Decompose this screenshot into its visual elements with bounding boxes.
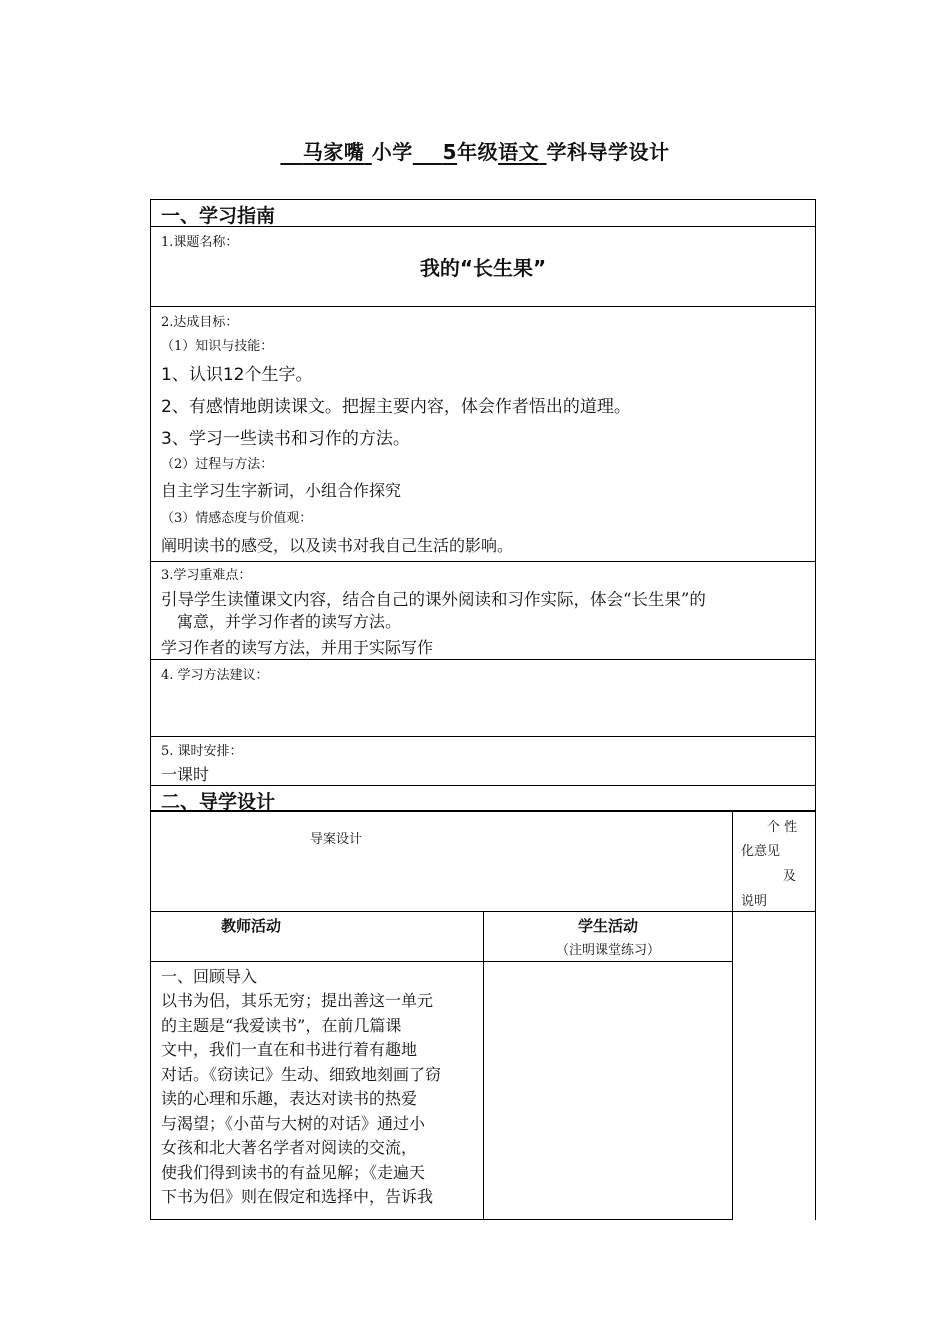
student-activity-header [483, 911, 733, 962]
design-header-cell [150, 810, 733, 912]
subject: 语文 [498, 140, 540, 164]
knowledge-label: （1）知识与技能： [161, 339, 274, 354]
teacher-line: 对话。《窃读记》生动、细致地刻画了窃 [161, 1065, 442, 1084]
teacher-activity-header [150, 911, 484, 962]
design-label: 导案设计 [310, 832, 363, 847]
title-suffix: 学科导学设计 [546, 140, 670, 164]
grade: 5 [442, 140, 458, 164]
goals-label: 2.达成目标： [161, 315, 239, 330]
topic-label: 1.课题名称： [161, 235, 239, 250]
knowledge-item: 2、有感情地朗读课文。把握主要内容，体会作者悟出的道理。 [161, 397, 631, 417]
blank-3 [413, 140, 443, 164]
knowledge-item: 1、认识12个生字。 [161, 365, 313, 385]
teacher-line: 的主题是“我爱读书”，在前几篇课 [161, 1016, 402, 1035]
teacher-line: 以书为侣，其乐无穷；提出善这一单元 [161, 991, 434, 1010]
knowledge-item: 3、学习一些读书和习作的方法。 [161, 429, 410, 449]
side-column-border [815, 911, 816, 1220]
keypoints-text: 引导学生读懂课文内容，结合自己的课外阅读和习作实际，体会“长生果”的 [161, 590, 706, 609]
blank-4 [539, 140, 546, 164]
row-divider [151, 659, 815, 660]
teacher-activity-cell [150, 961, 484, 1220]
keypoints-text: 学习作者的读写方法，并用于实际写作 [161, 638, 434, 657]
row-divider [151, 736, 815, 737]
teacher-line: 文中，我们一直在和书进行着有趣地 [161, 1040, 418, 1059]
teacher-line: 与渴望；《小苗与大树的对话》通过小 [161, 1114, 426, 1133]
school-suffix: 小学 [371, 140, 413, 164]
page-title [0, 136, 950, 165]
row-divider [151, 306, 815, 307]
student-note: （注明课堂练习） [555, 943, 660, 958]
process-label: （2）过程与方法： [161, 457, 274, 472]
guide-table [150, 199, 816, 812]
keypoints-label: 3.学习重难点： [161, 568, 252, 583]
teacher-line: 女孩和北大著名学者对阅读的交流， [161, 1138, 418, 1157]
teacher-label: 教师活动 [221, 917, 282, 935]
blank-1 [280, 140, 302, 164]
side-note: 化意见 [741, 844, 781, 859]
school-name: 马家嘴 [302, 140, 365, 164]
teacher-line: 下书为侣》则在假定和选择中，告诉我 [161, 1187, 434, 1206]
teacher-line: 读的心理和乐趣，表达对读书的热爱 [161, 1089, 418, 1108]
student-activity-cell [483, 961, 733, 1220]
teacher-line: 使我们得到读书的有益见解；《走遍天 [161, 1163, 426, 1182]
side-note: 个 性 [767, 820, 798, 835]
section2-heading: 二、导学设计 [161, 791, 276, 813]
emotion-label: （3）情感态度与价值观： [161, 511, 313, 526]
side-note: 及 [783, 869, 797, 884]
process-text: 自主学习生字新词，小组合作探究 [161, 481, 402, 500]
schedule-label: 5. 课时安排： [161, 744, 243, 759]
side-column-header [732, 810, 816, 912]
row-divider [151, 561, 815, 562]
blank-2 [364, 140, 371, 164]
student-label: 学生活动 [577, 917, 638, 935]
teacher-line: 一、回顾导入 [161, 967, 258, 986]
schedule-text: 一课时 [161, 765, 210, 784]
side-note: 说明 [741, 894, 768, 909]
section1-heading: 一、学习指南 [161, 205, 276, 227]
keypoints-text: 寓意，并学习作者的读写方法。 [177, 612, 402, 631]
method-label: 4. 学习方法建议： [161, 668, 269, 683]
grade-suffix: 年级 [457, 140, 499, 164]
emotion-text: 阐明读书的感受，以及读书对我自己生活的影响。 [161, 536, 514, 555]
row-divider [150, 785, 816, 786]
topic-title: 我的“长生果” [419, 256, 547, 280]
